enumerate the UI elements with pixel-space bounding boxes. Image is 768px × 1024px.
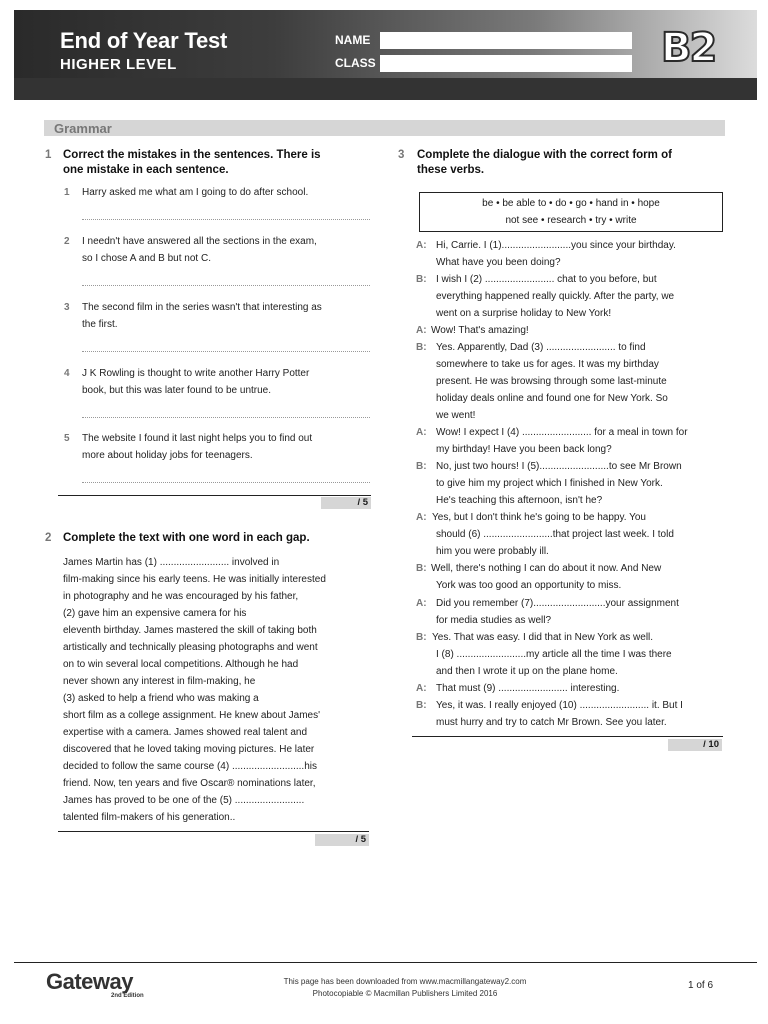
exercise-3-number: 3	[398, 149, 405, 161]
ex1-item-text: I needn't have answered all the sections in the exam, so I chose A and B but not C.	[82, 236, 317, 264]
ex1-item-number: 3	[64, 302, 70, 313]
exercise-1-heading: Correct the mistakes in the sentences. There is one mistake in each sentence.	[63, 149, 321, 176]
exercise-2-number: 2	[45, 532, 52, 544]
ex1-item-number: 5	[64, 433, 70, 444]
ex1-answer-line[interactable]	[82, 285, 370, 286]
ex1-answer-line[interactable]	[82, 219, 370, 220]
dialogue-line: A: Wow! That's amazing!	[416, 325, 529, 336]
verb-list: not see • research • try • write	[505, 215, 637, 226]
ex1-item-text: The second film in the series wasn't that interesting as the first.	[82, 302, 322, 330]
verb-box	[419, 192, 723, 232]
exercise-2-heading: Complete the text with one word in each gap.	[63, 532, 310, 544]
test-subtitle: HIGHER LEVEL	[60, 56, 177, 73]
ex1-item-number: 4	[64, 368, 70, 379]
ex1-answer-line[interactable]	[82, 351, 370, 352]
ex1-answer-line[interactable]	[82, 417, 370, 418]
ex2-text: James Martin has (1) ......................... involved in film-making since his early teens. He was initially interested in photography and he was encouraged by his father, (2) gave him an expensive camera for his eleventh birthday. James mastered the skill of taking both artistically and technically pleasing photographs and went on to win several local competitions. Although he had never shown any interest in film-making, he (3) asked to help a friend who was making a short film as a college assignment. He knew about James' expertise with a camera. James showed real talent and discovered that he loved taking moving pictures. He later decided to follow the same course (4) ..........................his friend. Now, ten years and five Oscar® nominations later, James has proved to be one of the (5) ......................... talented film-makers of his generation..	[63, 557, 326, 823]
ex2-score: / 5	[315, 834, 369, 846]
footer-rule	[14, 962, 757, 963]
page-number: 1 of 6	[688, 980, 714, 991]
dialogue-line: B: Yes, it was. I really enjoyed (10) ......................... it. But I must hurry and try to catch Mr Brown. See you later.	[416, 700, 683, 728]
ex3-score: / 10	[668, 739, 722, 751]
dialogue-line: A: That must (9) ......................... interesting.	[416, 683, 620, 694]
dialogue-line: A: Yes, but I don't think he's going to be happy. You should (6) .........................that project last week. I told him you were probably ill.	[416, 512, 674, 557]
class-label: CLASS	[335, 56, 376, 70]
ex1-item-text: The website I found it last night helps you to find out more about holiday jobs for teenagers.	[82, 433, 313, 461]
dialogue-line: B: Yes. That was easy. I did that in New York as well. I (8) .........................my article all the time I was there and then I wrote it up on the plane home.	[416, 632, 672, 677]
dialogue-line: B: Yes. Apparently, Dad (3) ......................... to find somewhere to take us for ages. It was my birthday present. He was browsing through some last-minute holiday deals online and found one for New York. So we went!	[416, 342, 668, 421]
ex3-score-rule	[412, 736, 723, 737]
dialogue-line: A: Wow! I expect I (4) ......................... for a meal in town for my birthday! Have you been back long?	[416, 427, 688, 455]
dialogue-line: A: Did you remember (7)..........................your assignment for media studies as well?	[416, 598, 679, 626]
ex1-score: / 5	[321, 497, 371, 509]
copyright-notice: Photocopiable © Macmillan Publishers Limited 2016	[312, 989, 498, 998]
name-label: NAME	[335, 33, 371, 47]
ex1-item-text: J K Rowling is thought to write another Harry Potter book, but this was later found to be untrue.	[82, 368, 310, 396]
class-field[interactable]	[380, 55, 632, 72]
download-notice: This page has been downloaded from www.macmillangateway2.com	[283, 977, 527, 986]
dialogue-line: A: Hi, Carrie. I (1).........................you since your birthday. What have you been doing?	[416, 240, 676, 268]
dialogue-line: B: Well, there's nothing I can do about it now. And New York was too good an opportunity to miss.	[416, 563, 662, 591]
logo-edition: 2nd Edition	[111, 993, 144, 999]
dialogue-line: B: I wish I (2) ......................... chat to you before, but everything happened really quickly. After the party, we went on a surprise holiday to New York!	[416, 274, 675, 319]
level-badge: B2	[661, 25, 716, 71]
ex1-item-text: Harry asked me what am I going to do after school.	[82, 187, 309, 198]
section-title: Grammar	[54, 121, 112, 136]
ex1-item-number: 2	[64, 236, 70, 247]
ex2-score-rule	[58, 831, 369, 832]
ex1-item-number: 1	[64, 187, 70, 198]
exercise-3-heading: Complete the dialogue with the correct form of these verbs.	[417, 149, 672, 176]
dialogue-line: B: No, just two hours! I (5).........................to see Mr Brown to give him my project which I finished in New York. He's teaching this afternoon, isn't he?	[416, 461, 682, 506]
exercise-1-number: 1	[45, 149, 52, 161]
header-strip	[14, 78, 757, 100]
gateway-logo: Gateway	[46, 969, 133, 994]
section-band	[44, 120, 725, 136]
test-title: End of Year Test	[60, 28, 228, 53]
ex1-score-rule	[58, 495, 371, 496]
ex1-answer-line[interactable]	[82, 482, 370, 483]
name-field[interactable]	[380, 32, 632, 49]
verb-list: be • be able to • do • go • hand in • hope	[482, 198, 660, 209]
